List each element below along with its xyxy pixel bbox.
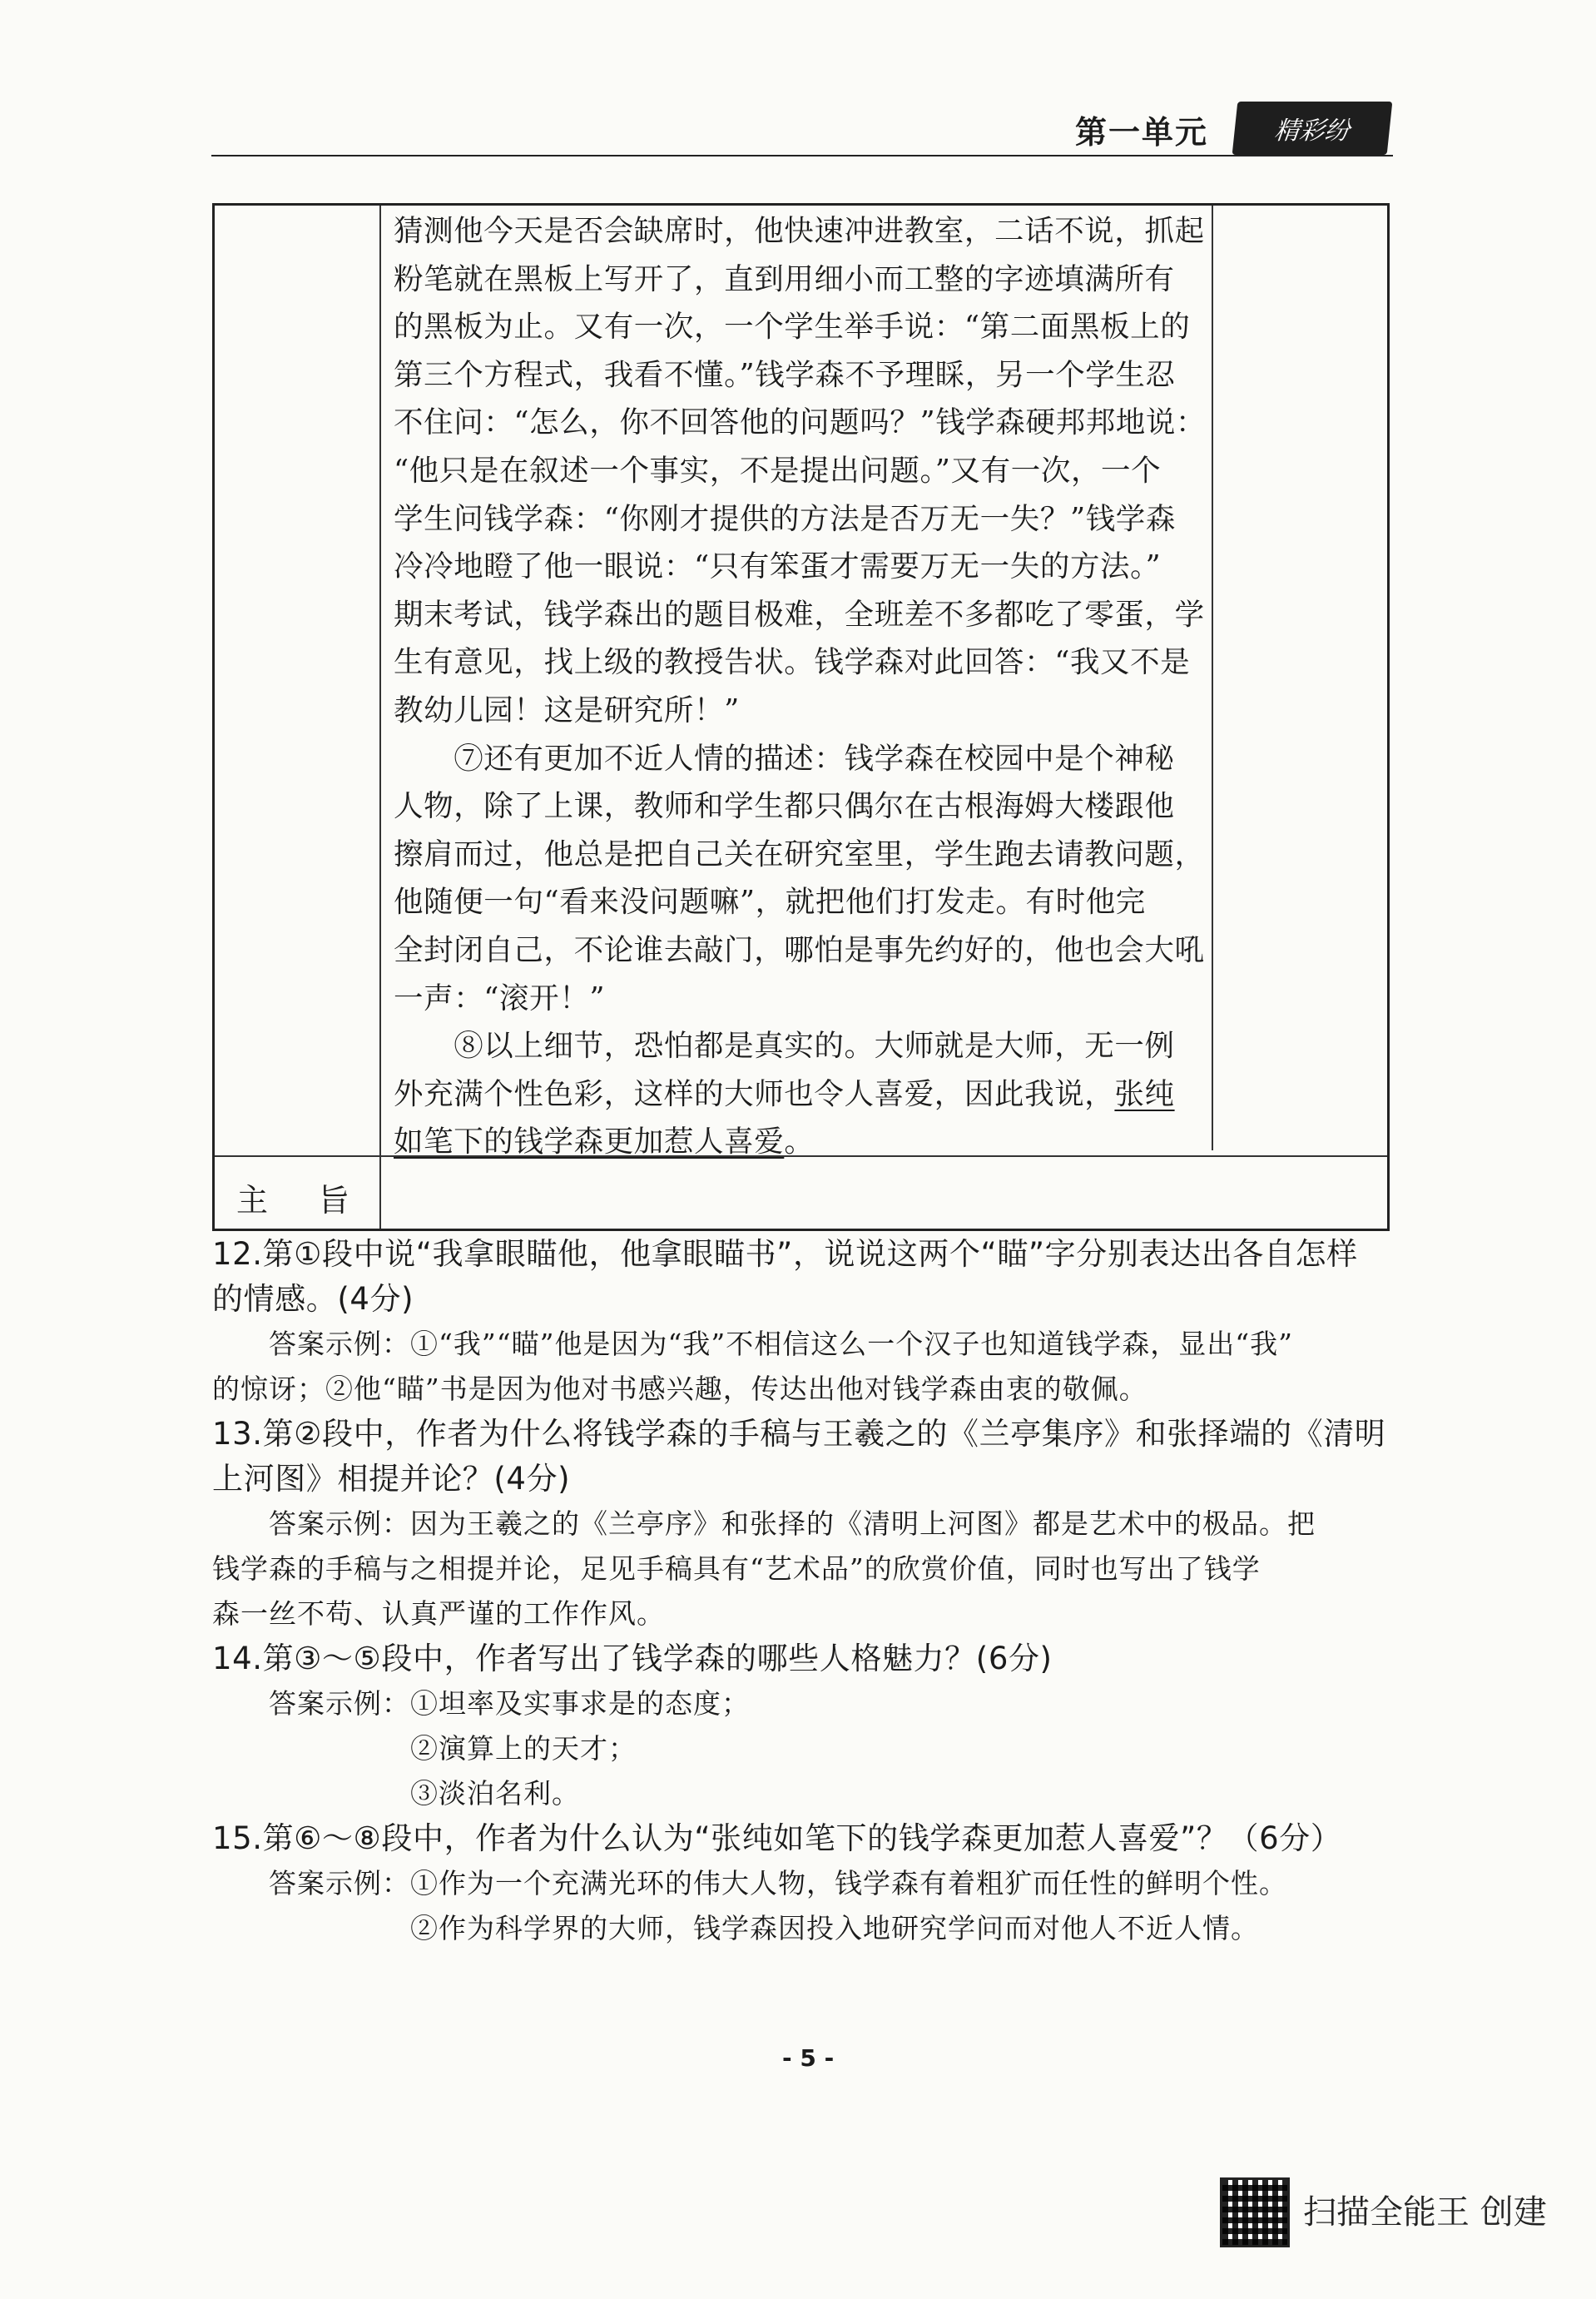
- passage-line: [394, 1070, 1413, 1119]
- question-line: 的情感。(4分): [212, 1281, 414, 1317]
- passage-line: ⑦还有更加不近人情的描述：钱学森在校园中是个神秘: [394, 741, 1175, 776]
- answer-line: 答案示例：①坦率及实事求是的态度；: [212, 1687, 750, 1720]
- question-line: 上河图》相提并论？(4分): [212, 1461, 571, 1497]
- passage-line: 不住问：“怎么，你不回答他的问题吗？”钱学森硬邦邦地说：: [394, 405, 1207, 440]
- passage-line: 人物，除了上课，教师和学生都只偶尔在古根海姆大楼跟他: [394, 789, 1175, 824]
- passage-line: [394, 1118, 1413, 1166]
- passage-line: 第三个方程式，我看不懂。”钱学森不予理睬，另一个学生忍: [394, 357, 1176, 392]
- passage-line: 期末考试，钱学森出的题目极难，全班差不多都吃了零蛋，学: [394, 597, 1205, 632]
- scanner-watermark: 扫描全能王 创建: [1303, 2193, 1547, 2232]
- question-line: 12.第①段中说“我拿眼瞄他，他拿眼瞄书”，说说这两个“瞄”字分别表达出各自怎样: [212, 1236, 1358, 1272]
- passage-line: ⑧以上细节，恐怕都是真实的。大师就是大师，无一例: [394, 1029, 1175, 1064]
- passage-line: 猜测他今天是否会缺席时，他快速冲进教室，二话不说，抓起: [394, 214, 1205, 248]
- answer-line: ②演算上的天才；: [212, 1732, 637, 1765]
- passage-text-run: 外充满个性色彩，这样的大师也令人喜爱，因此我说，: [394, 1076, 1115, 1111]
- answer-line: ③淡泊名利。: [212, 1777, 580, 1810]
- answer-line: 答案示例：因为王羲之的《兰亭序》和张择的《清明上河图》都是艺术中的极品。把: [212, 1507, 1316, 1540]
- answer-line: 答案示例：①“我”“瞄”他是因为“我”不相信这么一个汉子也知道钱学森，显出“我”: [212, 1328, 1293, 1360]
- passage-line: 教幼儿园！这是研究所！”: [394, 693, 740, 727]
- answer-line: ②作为科学界的大师，钱学森因投入地研究学问而对他人不近人情。: [212, 1912, 1259, 1944]
- underlined-text: 如笔下的钱学森更加惹人喜爱: [394, 1125, 785, 1159]
- passage-line: 学生问钱学森：“你刚才提供的方法是否万无一失？”钱学森: [394, 501, 1176, 536]
- passage-line: 全封闭自己，不论谁去敲门，哪怕是事先约好的，他也会大吼: [394, 932, 1205, 967]
- passage-table: [212, 203, 1390, 1231]
- answer-line: 答案示例：①作为一个充满光环的伟大人物，钱学森有着粗犷而任性的鲜明个性。: [212, 1867, 1287, 1899]
- table-label-zhuzhi: 主旨: [236, 1182, 400, 1219]
- qr-code-icon: [1220, 2177, 1290, 2247]
- answer-line: 钱学森的手稿与之相提并论，足见手稿具有“艺术品”的欣赏价值，同时也写出了钱学: [212, 1552, 1261, 1585]
- question-line: 13.第②段中，作者为什么将钱学森的手稿与王羲之的《兰亭集序》和张择端的《清明: [212, 1416, 1386, 1452]
- table-col-divider-left: [379, 206, 381, 1229]
- passage-text: [394, 207, 1413, 1166]
- passage-line: 粉笔就在黑板上写开了，直到用细小而工整的字迹填满所有: [394, 261, 1175, 296]
- question-line: 14.第③～⑤段中，作者写出了钱学森的哪些人格魅力？(6分): [212, 1641, 1053, 1676]
- answer-line: 森一丝不苟、认真严谨的工作作风。: [212, 1597, 665, 1630]
- page-number: - 5 -: [782, 2044, 835, 2072]
- passage-line: 擦肩而过，他总是把自己关在研究室里，学生跑去请教问题，: [394, 837, 1205, 871]
- question-line: 15.第⑥～⑧段中，作者为什么认为“张纯如笔下的钱学森更加惹人喜爱”？（6分）: [212, 1820, 1342, 1856]
- passage-line: 生有意见，找上级的教授告状。钱学森对此回答：“我又不是: [394, 645, 1191, 680]
- header-rule: [211, 155, 1393, 156]
- passage-line: 的黑板为止。又有一次，一个学生举手说：“第二面黑板上的: [394, 310, 1191, 345]
- answer-line: 的惊讶；②他“瞄”书是因为他对书感兴趣，传达出他对钱学森由衷的敬佩。: [212, 1373, 1147, 1405]
- passage-line: 一声：“滚开！”: [394, 981, 606, 1015]
- passage-line: “他只是在叙述一个事实，不是提出问题。”又有一次，一个: [394, 453, 1162, 488]
- passage-line: 他随便一句“看来没问题嘛”，就把他们打发走。有时他完: [394, 885, 1146, 920]
- passage-line: 冷冷地瞪了他一眼说：“只有笨蛋才需要万无一失的方法。”: [394, 549, 1162, 584]
- unit-title: 第一单元: [1075, 114, 1209, 151]
- brand-logo: 精彩纷: [1232, 102, 1393, 155]
- underlined-text: 张纯: [1114, 1076, 1175, 1111]
- questions-section: [212, 1232, 1410, 1951]
- passage-text-run: 。: [784, 1125, 815, 1159]
